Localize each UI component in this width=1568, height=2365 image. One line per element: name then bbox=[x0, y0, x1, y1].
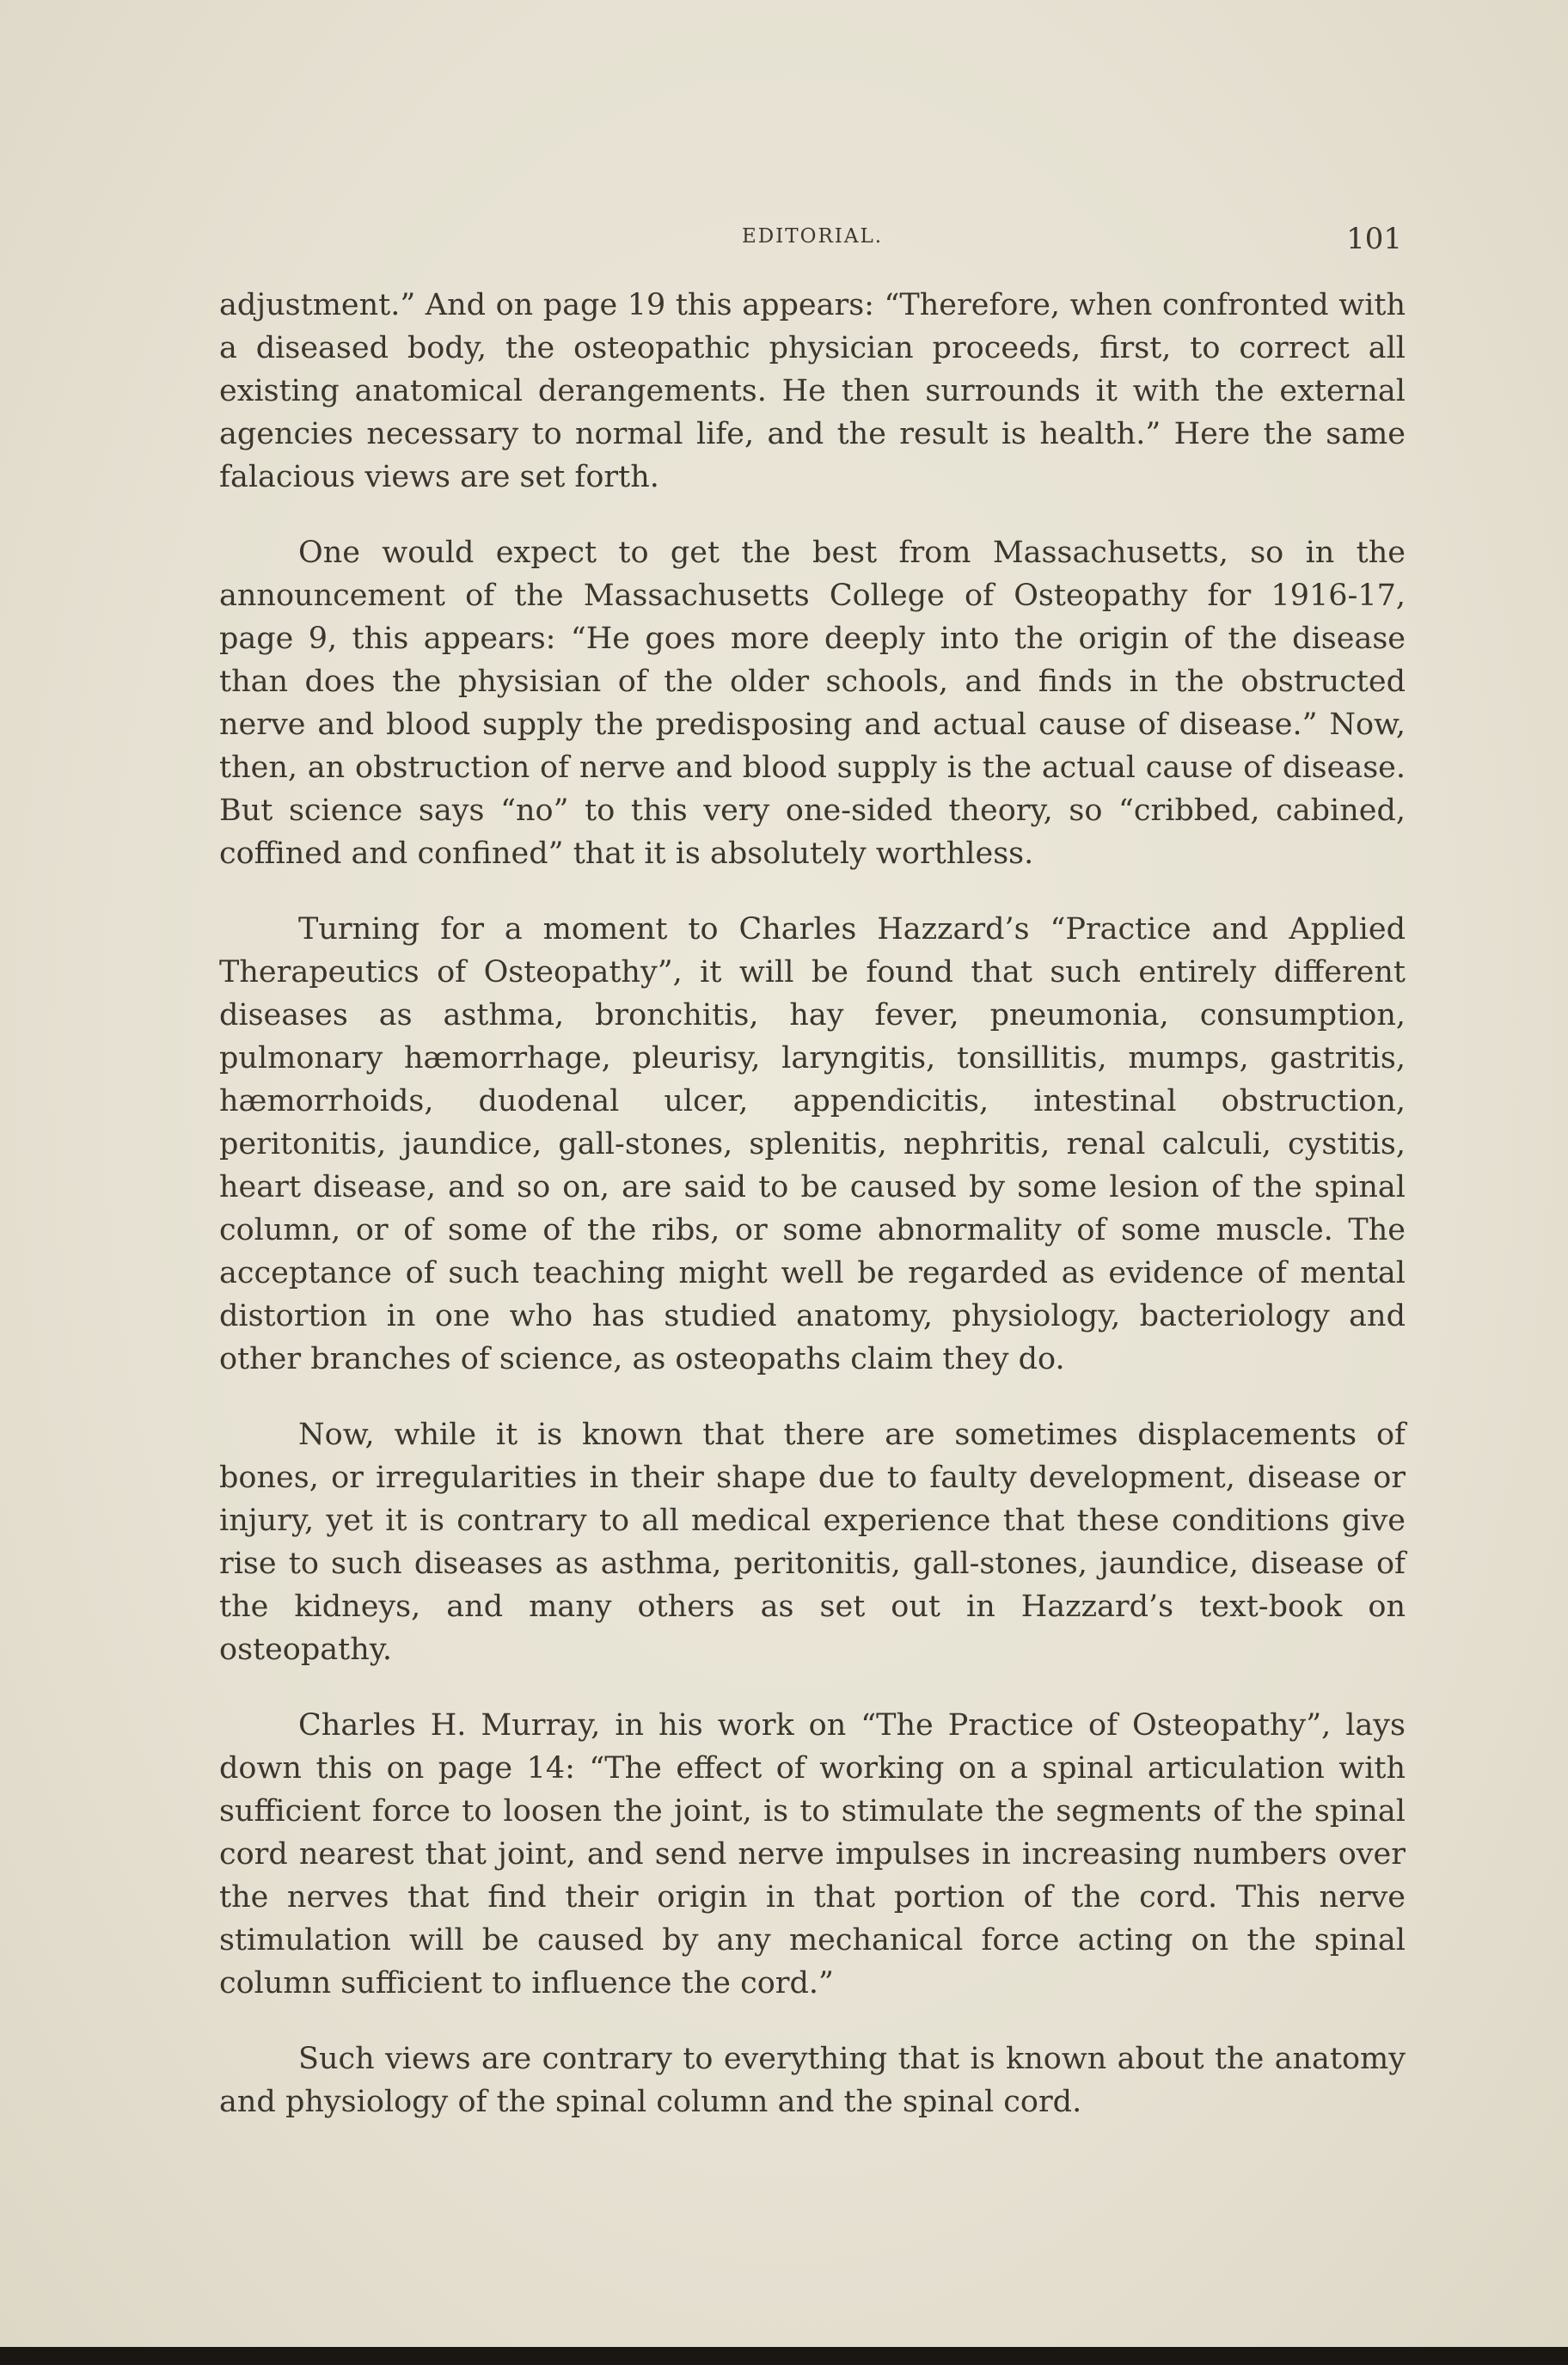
scan-bottom-edge bbox=[0, 2347, 1568, 2365]
body-text bbox=[219, 284, 1406, 2156]
paragraph-3: Turning for a moment to Charles Hazzard’s “Practice and Applied Therapeutics of Osteopathy”, it will be found that such entirely different diseases as asthma, bronchitis, hay fever, pneumonia, consumption, pulmonary hæmorrhage, pleurisy, laryngitis, tonsillitis, mumps, gastritis, hæmorrhoids, duodenal ulcer, appendicitis, intestinal obstruction, peritonitis, jaundice, gall-stones, splenitis, nephritis, renal calculi, cystitis, heart disease, and so on, are said to be caused by some lesion of the spinal column, or of some of the ribs, or some abnormality of some muscle. The acceptance of such teaching might well be regarded as evidence of mental distortion in one who has studied anatomy, physiology, bacteriology and other branches of science, as osteopaths claim they do. bbox=[219, 912, 1406, 1376]
paragraph-2: One would expect to get the best from Massachusetts, so in the announcement of the Massachusetts College of Osteopathy for 1916-17, page 9, this appears: “He goes more deeply into the origin of the disease than does the physisian of the older schools, and finds in the obstructed nerve and blood supply the predisposing and actual cause of disease.” Now, then, an obstruction of nerve and blood supply is the actual cause of disease. But science says “no” to this very one-sided theory, so “cribbed, cabined, coffined and confined” that it is absolutely worthless. bbox=[219, 536, 1406, 871]
page-number: 101 bbox=[1346, 222, 1402, 256]
page-header bbox=[219, 222, 1406, 273]
paragraph-5: Charles H. Murray, in his work on “The Practice of Osteopathy”, lays down this on page 14: “The effect of working on a spinal articulation with sufficient force to loosen the joint, is to stimulate the segments of the spinal cord nearest that joint, and send nerve impulses in increasing numbers over the nerves that find their origin in that portion of the cord. This nerve stimulation will be caused by any mechanical force acting on the spinal column sufficient to influence the cord.” bbox=[219, 1708, 1406, 2000]
running-title: EDITORIAL. bbox=[741, 225, 884, 248]
paragraph-1: adjustment.” And on page 19 this appears: “Therefore, when confronted with a diseased body, the osteopathic physician proceeds, first, to correct all existing anatomical derangements. He then surrounds it with the external agencies necessary to normal life, and the result is health.” Here the same falacious views are set forth. bbox=[219, 288, 1406, 494]
paragraph-4: Now, while it is known that there are sometimes displacements of bones, or irregularities in their shape due to faulty development, disease or injury, yet it is contrary to all medical experience that these conditions give rise to such diseases as asthma, peritonitis, gall-stones, jaundice, disease of the kidneys, and many others as set out in Hazzard’s text-book on osteopathy. bbox=[219, 1418, 1406, 1667]
paragraph-6: Such views are contrary to everything that is known about the anatomy and physiology of the spinal column and the spinal cord. bbox=[219, 2042, 1406, 2119]
